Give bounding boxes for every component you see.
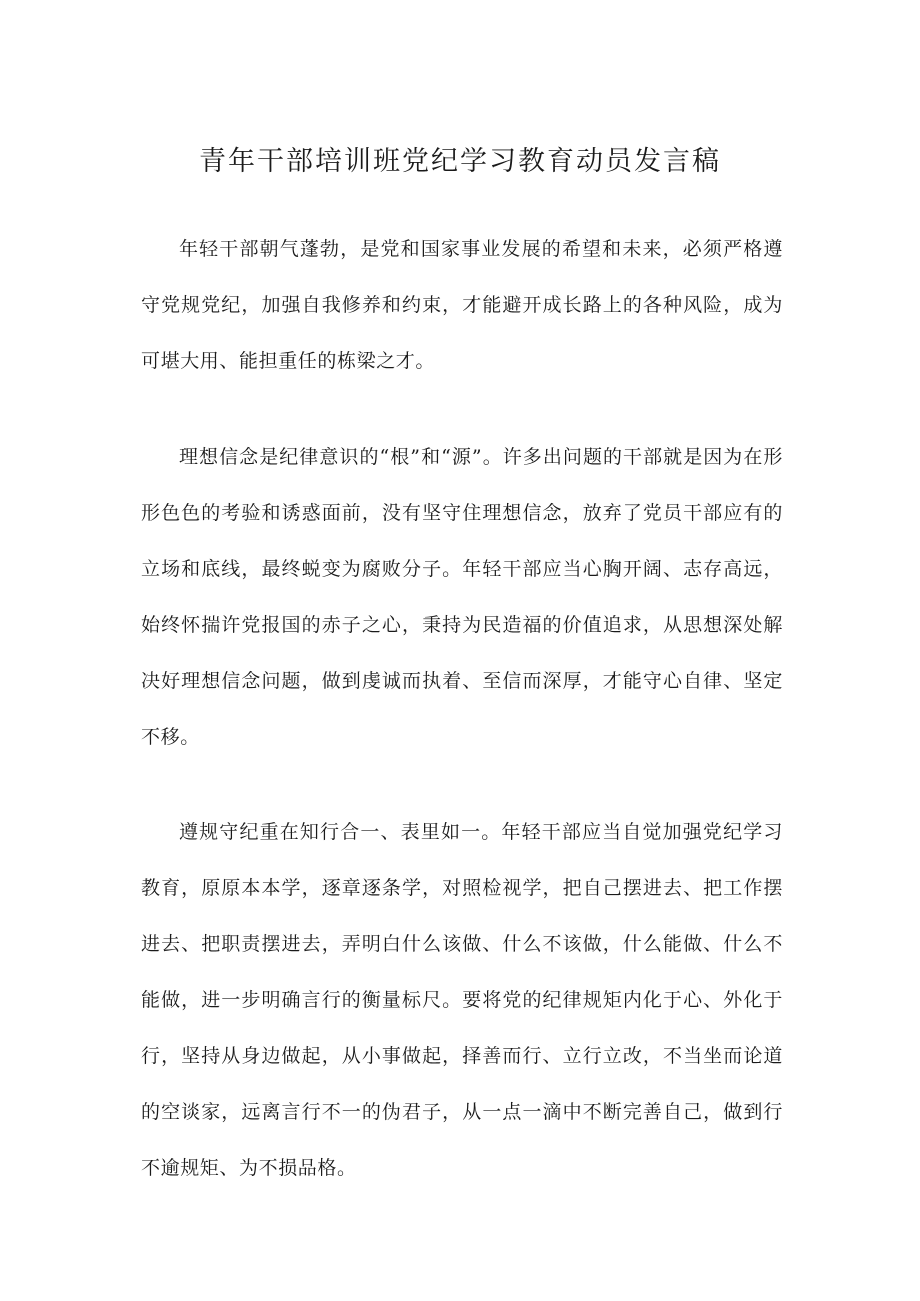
document-title: 青年干部培训班党纪学习教育动员发言稿 bbox=[199, 146, 721, 177]
paragraph-1: 年轻干部朝气蓬勃，是党和国家事业发展的希望和未来，必须严格遵守党规党纪，加强自我修养和约束，才能避开成长路上的各种风险，成为可堪大用、能担重任的栋梁之才。 bbox=[141, 238, 783, 372]
document-body bbox=[141, 221, 783, 1235]
paragraph-2: 理想信念是纪律意识的“根”和“源”。许多出问题的干部就是因为在形形色色的考验和诱惑面前，没有坚守住理想信念，放弃了党员干部应有的立场和底线，最终蜕变为腐败分子。年轻干部应当心胸开阔、志存高远，始终怀揣许党报国的赤子之心，秉持为民造福的价值追求，从思想深处解决好理想信念问题，做到虔诚而执着、至信而深厚，才能守心自律、坚定不移。 bbox=[141, 446, 783, 748]
paragraph-3: 遵规守纪重在知行合一、表里如一。年轻干部应当自觉加强党纪学习教育，原原本本学，逐章逐条学，对照检视学，把自己摆进去、把工作摆进去、把职责摆进去，弄明白什么该做、什么不该做，什么能做、什么不能做，进一步明确言行的衡量标尺。要将党的纪律规矩内化于心、外化于行，坚持从身边做起，从小事做起，择善而行、立行立改，不当坐而论道的空谈家，远离言行不一的伪君子，从一点一滴中不断完善自己，做到行不逾规矩、为不损品格。 bbox=[141, 821, 783, 1179]
